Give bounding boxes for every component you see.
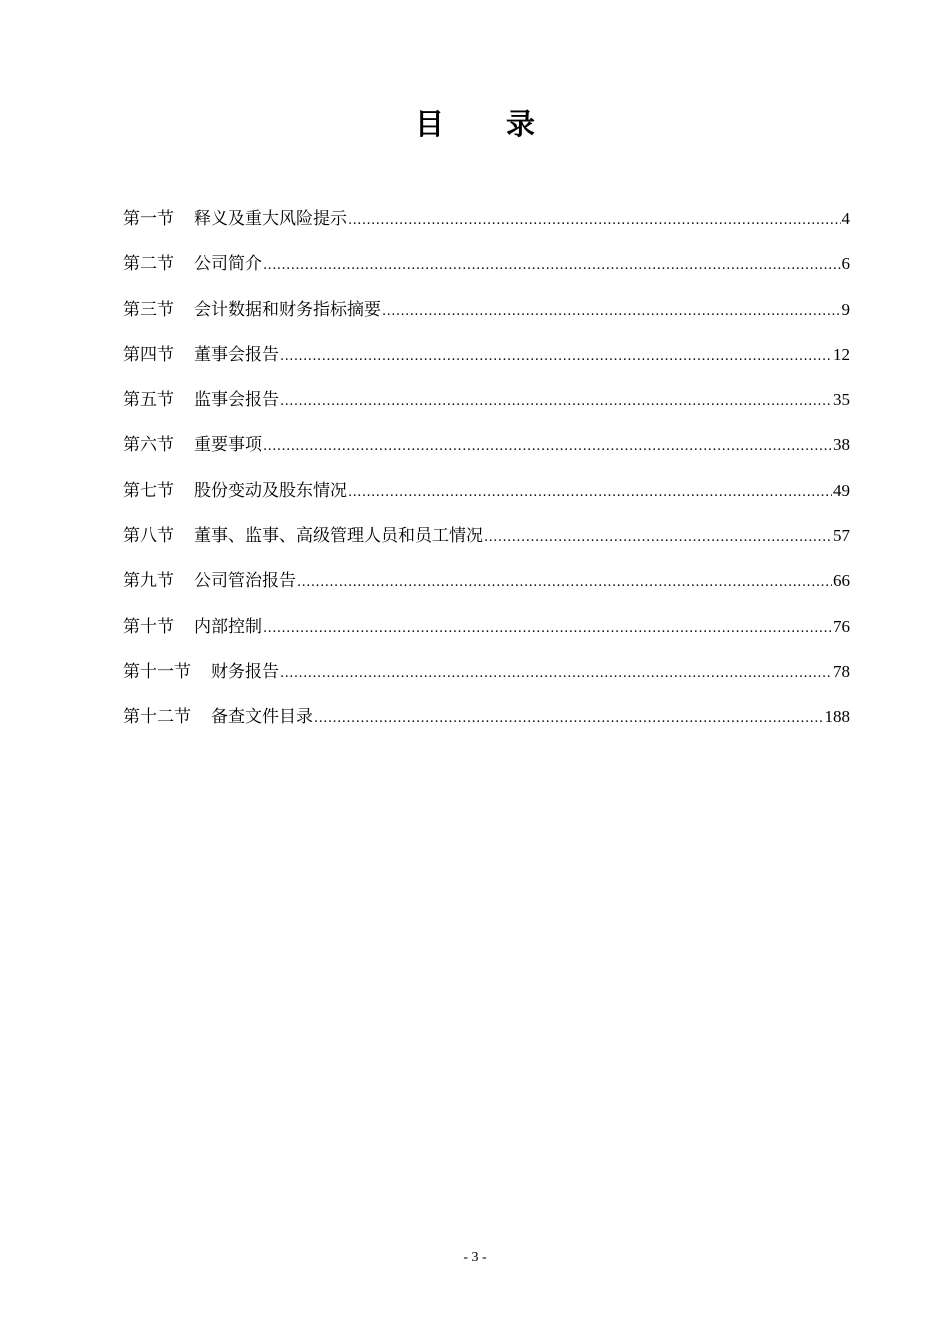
toc-section-title: 股份变动及股东情况 (194, 480, 347, 501)
toc-section-title: 内部控制 (194, 616, 262, 637)
toc-section-number: 第六节 (123, 435, 174, 456)
toc-entry-2[interactable] (123, 248, 850, 293)
toc-section-number: 第十一节 (123, 661, 191, 682)
toc-section-title: 董事、监事、高级管理人员和员工情况 (194, 526, 483, 547)
toc-entry-8[interactable] (123, 520, 850, 565)
toc-dot-leader (314, 703, 824, 735)
toc-entry-4[interactable] (123, 339, 850, 384)
toc-dot-leader (297, 567, 832, 599)
toc-page-number: 9 (841, 299, 850, 319)
toc-section-title: 释义及重大风险提示 (194, 209, 347, 229)
toc-section-title: 重要事项 (194, 435, 262, 456)
toc-entry-1[interactable] (123, 203, 850, 248)
toc-entry-11[interactable] (123, 656, 850, 701)
toc-section-title: 监事会报告 (194, 390, 279, 411)
toc-page-number: 4 (841, 209, 850, 228)
toc-dot-leader (280, 658, 832, 690)
toc-page-number: 38 (833, 435, 850, 455)
toc-section-title: 公司管治报告 (194, 571, 296, 592)
toc-page-number: 12 (833, 344, 850, 364)
toc-page-number: 6 (841, 254, 850, 274)
toc-section-title: 董事会报告 (194, 344, 279, 365)
toc-entry-5[interactable] (123, 384, 850, 429)
toc-entry-7[interactable] (123, 475, 850, 520)
toc-section-number: 第三节 (123, 299, 174, 320)
toc-entry-12[interactable] (123, 701, 850, 746)
toc-section-number: 第八节 (123, 526, 174, 547)
toc-section-title: 备查文件目录 (211, 707, 313, 728)
toc-entry-10[interactable] (123, 611, 850, 656)
toc-page-number: 188 (824, 707, 850, 727)
toc-dot-leader (348, 477, 832, 509)
toc-section-number: 第二节 (123, 254, 174, 275)
toc-entry-9[interactable] (123, 565, 850, 610)
toc-page-number: 35 (833, 390, 850, 410)
toc-entry-6[interactable] (123, 429, 850, 474)
toc-section-number: 第九节 (123, 571, 174, 592)
toc-section-number: 第五节 (123, 390, 174, 411)
toc-section-number: 第七节 (123, 480, 174, 501)
toc-dot-leader (280, 341, 832, 373)
toc-page-number: 76 (833, 616, 850, 636)
toc-section-number: 第十二节 (123, 707, 191, 728)
toc-page-number: 78 (833, 661, 850, 681)
toc-section-number: 第四节 (123, 344, 174, 365)
toc-dot-leader (348, 205, 841, 237)
toc-dot-leader (263, 431, 832, 463)
toc-section-title: 财务报告 (211, 661, 279, 682)
toc-entry-3[interactable] (123, 294, 850, 339)
toc-dot-leader (484, 522, 832, 554)
toc-section-title: 会计数据和财务指标摘要 (194, 299, 381, 320)
toc-dot-leader (382, 296, 841, 328)
toc-dot-leader (263, 250, 841, 282)
toc-page-number: 66 (833, 571, 850, 591)
page-number-footer: - 3 - (463, 1250, 487, 1265)
toc-page-number: 57 (833, 526, 850, 546)
page-title: 目 录 (414, 107, 562, 141)
table-of-contents (123, 203, 850, 747)
toc-section-number: 第一节 (123, 209, 174, 229)
toc-page-number: 49 (833, 480, 850, 500)
toc-section-title: 公司简介 (194, 254, 262, 275)
toc-section-number: 第十节 (123, 616, 174, 637)
toc-dot-leader (280, 386, 832, 418)
toc-dot-leader (263, 613, 832, 645)
